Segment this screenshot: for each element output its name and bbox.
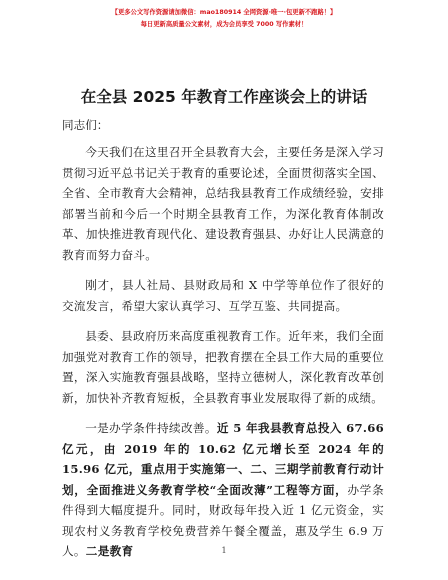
paragraph-exchange: 刚才，县人社局、县财政局和 X 中学等单位作了很好的交流发言，希望大家认真学习、互学互鉴、共同提高。: [62, 278, 384, 313]
page-number: 1: [221, 546, 227, 555]
greeting: 同志们：: [62, 118, 109, 132]
paragraph-conditions-next: 二是教育: [85, 544, 134, 558]
paragraph-achievements: 县委、县政府历来高度重视教育工作。近年来，我们全面加强党对教育工作的领导，把教育摆在全县工作大局的重要位置，深入实施教育强县战略，坚持立德树人，深化教育改革创新，加快补齐教育短板，全县教育事业发展取得了新的成绩。: [62, 329, 384, 405]
paragraph-conditions-result: 办学条件得到大幅度提升。同时，财政每年投入近 1 亿元资金，实现农村义务教育学校免费营养午餐全覆盖，惠及学生 6.9 万人。: [62, 482, 384, 558]
paragraph-opening: 今天我们在这里召开全县教育大会，主要任务是深入学习贯彻习近平总书记关于教育的重要论述，全面贯彻落实全国、全省、全市教育大会精神，总结我县教育工作成绩经验，安排部署当前和今后一个时期全县教育工作，为深化教育体制改革、加快推进教育现代化、建设教育强县、办好让人民满意的教育而努力奋斗。: [62, 145, 384, 262]
promo-banner: [0, 7, 448, 31]
promo-banner-line-1: 【更多公文写作资源请加微信：mao180914 全网资源·唯一·包更新不跑路！】: [111, 9, 337, 16]
document-title: 在全县 2025 年教育工作座谈会上的讲话: [80, 88, 368, 106]
paragraph-conditions: [62, 418, 384, 562]
paragraph-conditions-investment: 近 5 年我县教育总投入 67.66 亿元，由 2019 年的 10.62 亿元增长至 2024 年的 15.96 亿元，重点用于实施第一、二、三期学前教育行动计划，全面推进义务教育学校“全面改薄”工程等方面，: [62, 421, 384, 497]
document-body: [62, 142, 384, 572]
promo-banner-line-2: 每日更新高质量公文素材，成为会员享受 7000 写作素材！: [140, 21, 308, 28]
paragraph-conditions-lead: 一是办学条件持续改善。: [85, 421, 217, 435]
